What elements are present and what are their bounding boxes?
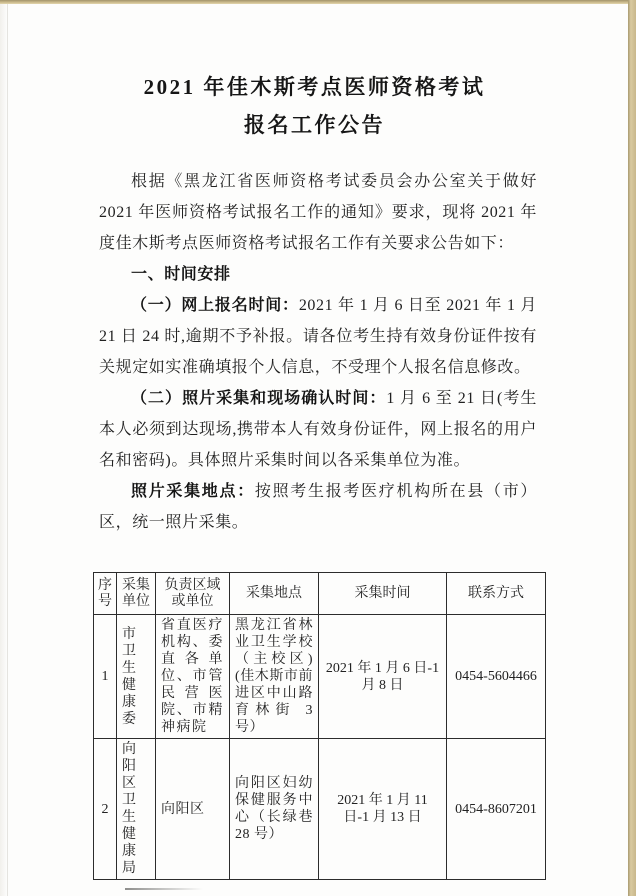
intro-text: 根据《黑龙江省医师资格考试委员会办公室关于做好 2021 年医师资格考试报名工作的通知》要求，现将 2021 年度佳木斯考点医师资格考试报名工作有关要求公告如下： [99, 173, 537, 252]
cell-collection-unit: 市卫生健康委 [117, 615, 156, 739]
collection-sites-table [93, 572, 546, 880]
collection-location-text: 按照考生报考医疗机构所在县（市）区，统一照片采集。 [99, 483, 537, 531]
paragraph-collection-location [99, 476, 537, 538]
header-collection-place: 采集地点 [230, 573, 319, 615]
scan-artifact-line [125, 888, 203, 890]
table-header-row [94, 573, 546, 615]
cell-serial-number: 2 [94, 739, 117, 880]
intro-paragraph [99, 166, 537, 259]
title-line-2: 报名工作公告 [244, 113, 385, 137]
cell-collection-unit: 向阳区卫生健康局 [117, 739, 156, 880]
cell-collection-time: 2021 年 1 月 6 日-1 月 8 日 [319, 615, 447, 739]
table-row [94, 739, 546, 880]
paragraph-online-registration [99, 290, 537, 383]
header-contact: 联系方式 [447, 573, 546, 615]
cell-responsible-area: 省直医疗机构、委直各单位、市管民营医院、市精神病院 [156, 615, 230, 739]
table-row [94, 615, 546, 739]
header-responsible-area: 负责区域或单位 [156, 573, 230, 615]
header-collection-time: 采集时间 [319, 573, 447, 615]
cell-responsible-area: 向阳区 [156, 739, 230, 880]
header-serial-number: 序号 [94, 573, 117, 615]
section-1-heading-text: 一、时间安排 [131, 266, 231, 283]
cell-collection-time: 2021 年 1 月 11 日-1 月 13 日 [319, 739, 447, 880]
collection-location-lead: 照片采集地点： [131, 483, 255, 500]
document-title [0, 68, 629, 144]
document-body [99, 166, 537, 538]
photo-collection-text: 1 月 6 至 21 日(考生本人必须到达现场,携带本人有效身份证件，网上报名的用户名和密码)。具体照片采集时间以各采集单位为准。 [99, 390, 537, 469]
header-collection-unit: 采集单位 [117, 573, 156, 615]
online-registration-lead: （一）网上报名时间： [131, 297, 299, 314]
cell-serial-number: 1 [94, 615, 117, 739]
online-registration-text: 2021 年 1 月 6 日至 2021 年 1 月 21 日 24 时,逾期不予补报。请各位考生持有效身份证件按有关规定如实准确填报个人信息，不受理个人报名信息修改。 [99, 297, 537, 376]
photo-collection-lead: （二）照片采集和现场确认时间： [131, 390, 387, 407]
scan-edge-right [628, 0, 636, 896]
cell-collection-place: 向阳区妇幼保健服务中心（长绿巷 28 号） [230, 739, 319, 880]
scan-edge-top [0, 0, 636, 4]
paragraph-photo-collection [99, 383, 537, 476]
cell-collection-place: 黑龙江省林业卫生学校（主校区)(佳木斯市前进区中山路育林街 3 号） [230, 615, 319, 739]
section-1-heading [99, 259, 537, 290]
title-line-1: 2021 年佳木斯考点医师资格考试 [143, 75, 486, 99]
cell-contact: 0454-5604466 [447, 615, 546, 739]
cell-contact: 0454-8607201 [447, 739, 546, 880]
scan-edge-left [0, 0, 8, 896]
